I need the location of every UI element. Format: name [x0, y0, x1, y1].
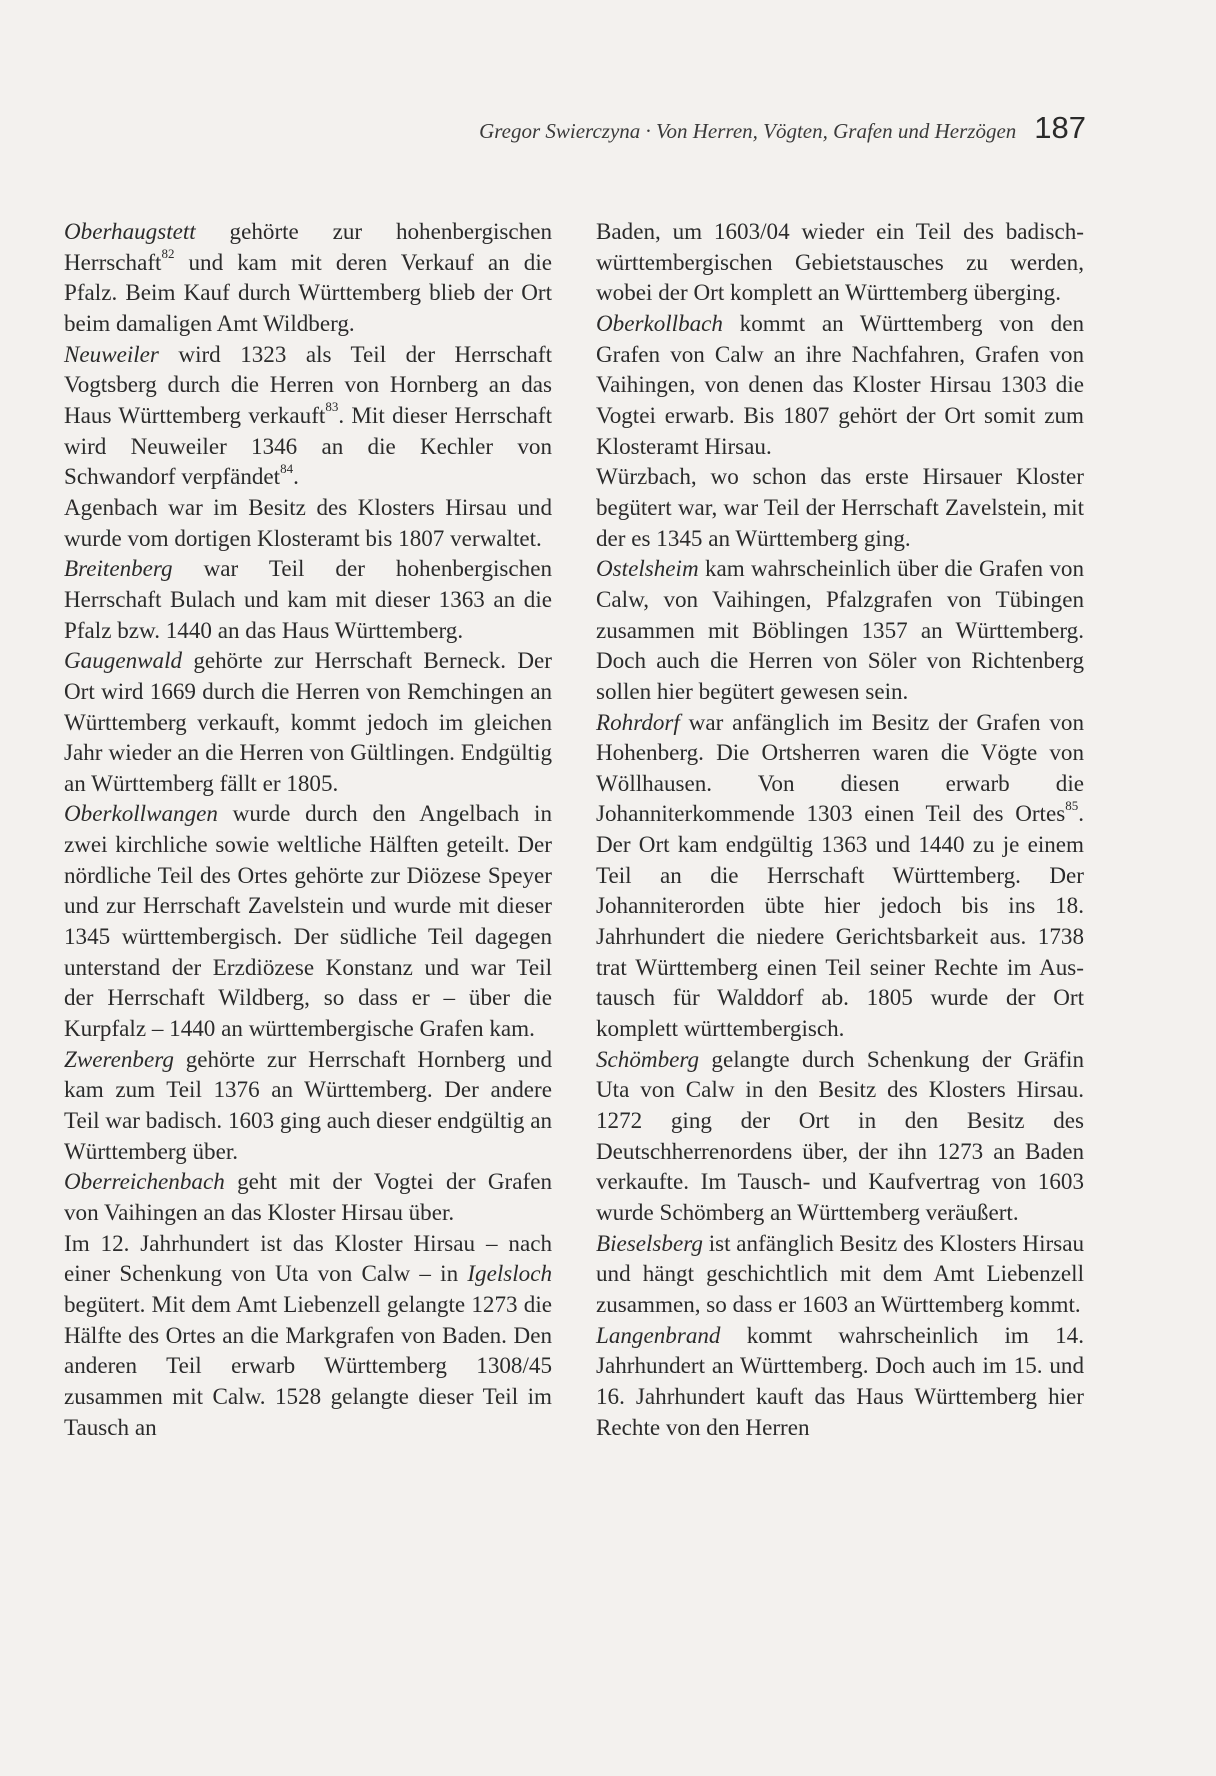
text-run: gehörte zur Herrschaft Berneck. Der Ort wird 1669 durch die Herren von Remchingen an Württemberg verkauft, kommt jedoch im gleichen Jahr wieder an die Herren von Gültlingen. Endgültig an Württemberg fällt er 1805. [64, 647, 552, 796]
text-run: kommt wahrscheinlich im 14. Jahrhundert an Württemberg. Doch auch im 15. und 16. Jahrhundert kauft das Haus Württemberg hier Rechte von den Herren [596, 1321, 1084, 1440]
text-run: Würzbach, wo schon das erste Hirsauer Kloster begütert war, war Teil der Herrschaft Zavelstein, mit der es 1345 an Württemberg ging. [596, 463, 1084, 551]
text-run: . Der Ort kam endgültig 1363 und 1440 zu je einem Teil an die Herrschaft Württemberg. Der Johanniterorden übte hier jedoch bis ins 18. Jahrhundert die niedere Gerichtsbarkeit aus. 1738 trat Württemberg einen Teil seiner Rechte im Austausch für Walddorf ab. 1805 wurde der Ort komplett württembergisch. [596, 800, 1084, 1042]
text-run: gelangte durch Schenkung der Gräfin Uta von Calw in den Besitz des Klosters Hirsau. 1272 ging der Ort in den Besitz des Deutschherrenordens über, der ihn 1273 an Baden verkaufte. Im Tausch- und Kaufvertrag von 1603 wurde Schömberg an Württemberg veräußert. [596, 1045, 1084, 1225]
text-run: gehörte zur hohenbergischen Herrschaft [64, 218, 552, 275]
paragraph [64, 553, 552, 645]
text-run: wird 1323 als Teil der Herrschaft Vogtsberg durch die Herren von Hornberg an das Haus Württemberg verkauft [64, 340, 552, 428]
text-run: begütert. Mit dem Amt Liebenzell gelangte 1273 die Hälfte des Ortes an die Markgrafen von Baden. Den anderen Teil erwarb Württemberg 1308/45 zusammen mit Calw. 1528 gelangte dieser Teil im Tausch an [64, 1290, 552, 1440]
footnote-ref: 83 [325, 399, 339, 415]
paragraph [64, 1044, 552, 1167]
place-name: Breitenberg [64, 555, 173, 582]
running-title: Gregor Swierczyna · Von Herren, Vögten, Grafen und Herzögen [479, 119, 1017, 143]
place-name: Oberhaugstett [64, 218, 196, 244]
paragraph [64, 339, 552, 492]
place-name: Gaugenwald [64, 647, 183, 674]
paragraph [64, 1166, 552, 1227]
paragraph [596, 461, 1084, 553]
place-name: Langenbrand [596, 1321, 721, 1348]
page-number: 187 [1034, 110, 1086, 145]
text-run: . [293, 463, 299, 490]
place-name: Neuweiler [64, 340, 159, 367]
place-name: Ostelsheim [596, 555, 699, 582]
place-name: Zwerenberg [64, 1045, 174, 1072]
place-name: Oberkollwangen [64, 800, 218, 827]
paragraph [64, 798, 552, 1043]
place-name: Rohrdorf [596, 708, 680, 735]
paragraph [596, 1044, 1084, 1228]
text-run: kam wahrscheinlich über die Grafen von Calw, von Vaihingen, Pfalzgrafen von Tübingen zusammen mit Böblingen 1357 an Württemberg. Doch auch die Herren von Söler von Richtenberg sollen hier begütert gewesen sein. [596, 555, 1084, 704]
paragraph [596, 1320, 1084, 1443]
text-run: geht mit der Vogtei der Grafen von Vaihingen an das Kloster Hirsau über. [64, 1168, 552, 1225]
text-run: war anfänglich im Besitz der Grafen von Hohenberg. Die Ortsherren waren die Vögte von Wöllhausen. Von diesen erwarb die Johanniterkommende 1303 einen Teil des Ortes [596, 708, 1084, 827]
text-run: kommt an Württemberg von den Grafen von Calw an ihre Nachfahren, Grafen von Vaihingen, von denen das Kloster Hirsau 1303 die Vogtei erwarb. Bis 1807 gehört der Ort somit zum Klosteramt Hirsau. [596, 309, 1084, 459]
place-name: Schömberg [596, 1045, 700, 1072]
right-text-column [596, 216, 1084, 1442]
text-run: Agenbach war im Besitz des Klosters Hirsau und wurde vom dortigen Klosteramt bis 1807 verwaltet. [64, 493, 552, 551]
footnote-ref: 82 [161, 245, 175, 261]
paragraph [596, 216, 1084, 308]
text-run: und kam mit deren Verkauf an die Pfalz. Beim Kauf durch Württemberg blieb der Ort beim damaligen Amt Wildberg. [64, 248, 552, 336]
paragraph [64, 1228, 552, 1443]
paragraph [64, 216, 552, 339]
paragraph [596, 553, 1084, 706]
paragraph [64, 492, 552, 553]
place-name: Bieselsberg [596, 1229, 703, 1256]
footnote-ref: 84 [280, 460, 294, 476]
text-run: Im 12. Jahrhundert ist das Kloster Hirsau – nach einer Schenkung von Uta von Calw – in [64, 1229, 552, 1287]
text-run: war Teil der hohenbergischen Herrschaft Bulach und kam mit dieser 1363 an die Pfalz bzw. 1440 an das Haus Württemberg. [64, 555, 552, 643]
text-run: Baden, um 1603/04 wieder ein Teil des badisch-württembergischen Gebietstausches zu werden, wobei der Ort komplett an Württemberg überging. [596, 218, 1084, 306]
page-header [479, 110, 1086, 146]
paragraph [64, 645, 552, 798]
text-run: wurde durch den Angelbach in zwei kirchliche sowie weltliche Hälften geteilt. Der nördliche Teil des Ortes gehörte zur Diözese Speyer und zur Herrschaft Zavelstein und wurde mit dieser 1345 württembergisch. Der südliche Teil dagegen unterstand der Erzdiözese Konstanz und war Teil der Herrschaft Wildberg, so dass er – über die Kurpfalz – 1440 an württembergische Grafen kam. [64, 800, 552, 1042]
paragraph [596, 308, 1084, 461]
place-name: Igelsloch [467, 1260, 552, 1287]
place-name: Oberkollbach [596, 309, 723, 336]
paragraph [596, 1228, 1084, 1320]
text-run: . Mit dieser Herrschaft wird Neuweiler 1346 an die Kechler von Schwandorf verpfändet [64, 401, 552, 490]
left-text-column [64, 216, 552, 1442]
place-name: Oberreichenbach [64, 1168, 225, 1195]
text-run: gehörte zur Herrschaft Hornberg und kam zum Teil 1376 an Württemberg. Der andere Teil war badisch. 1603 ging auch dieser endgültig an Württemberg über. [64, 1045, 552, 1164]
text-run: ist anfänglich Besitz des Klosters Hirsau und hängt geschichtlich mit dem Amt Liebenzell zusammen, so dass er 1603 an Württemberg kommt. [596, 1229, 1084, 1317]
footnote-ref: 85 [1065, 797, 1079, 813]
paragraph [596, 707, 1084, 1044]
